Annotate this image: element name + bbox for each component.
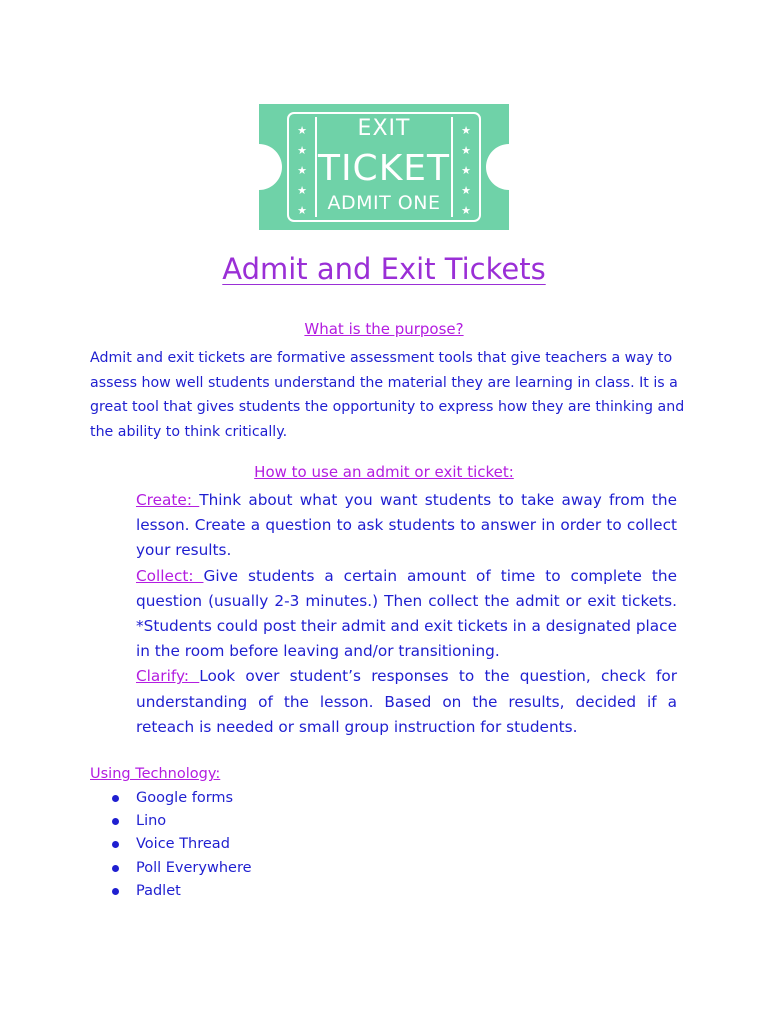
step-text: Give students a certain amount of time to complete the question (usually 2-3 minutes.) Then collect the admit or exit tickets. *Students could post their admit and exit tickets in a designated place in the room before leaving and/or transitioning. (136, 566, 677, 661)
ticket-line-ticket: TICKET (317, 148, 451, 189)
step-label: Clarify: (136, 667, 200, 686)
page-title: Admit and Exit Tickets (222, 252, 546, 286)
list-item-label: Lino (136, 813, 167, 830)
howto-steps (136, 488, 677, 740)
svg-text:★: ★ (461, 184, 471, 197)
list-item (112, 857, 252, 880)
svg-text:★: ★ (461, 164, 471, 177)
step-create (136, 488, 677, 564)
list-item (112, 787, 252, 810)
technology-list (112, 787, 252, 903)
ticket-line-exit: EXIT (357, 116, 411, 141)
step-text: Look over student’s responses to the question, check for understanding of the lesson. Based on the results, decided if a reteach is needed or small group instruction for students. (136, 667, 677, 736)
svg-text:★: ★ (297, 164, 307, 177)
svg-text:★: ★ (461, 124, 471, 137)
list-item-label: Poll Everywhere (136, 859, 252, 876)
list-item (112, 833, 252, 856)
step-text: Think about what you want students to take away from the lesson. Create a question to ask students to answer in order to collect your results. (136, 491, 677, 560)
step-label: Collect: (136, 566, 204, 585)
list-item-label: Voice Thread (136, 836, 230, 853)
list-item (112, 810, 252, 833)
svg-text:★: ★ (461, 144, 471, 157)
svg-text:★: ★ (297, 144, 307, 157)
bullet-icon (112, 865, 119, 872)
exit-ticket-logo (259, 104, 509, 230)
purpose-paragraph: Admit and exit tickets are formative assessment tools that give teachers a way to assess how well students understand the material they are learning in class. It is a great tool that gives students the opportunity to express how they are thinking and the ability to think critically. (90, 350, 685, 440)
bullet-icon (112, 795, 119, 802)
purpose-heading: What is the purpose? (304, 320, 464, 338)
svg-text:★: ★ (297, 204, 307, 217)
list-item (112, 880, 252, 903)
svg-text:★: ★ (461, 204, 471, 217)
howto-heading: How to use an admit or exit ticket: (254, 463, 514, 481)
step-label: Create: (136, 491, 200, 509)
ticket-line-admit-one: ADMIT ONE (327, 192, 441, 214)
technology-heading: Using Technology: (90, 766, 221, 782)
svg-text:★: ★ (297, 124, 307, 137)
bullet-icon (112, 818, 119, 825)
step-clarify (136, 664, 677, 740)
step-collect (136, 564, 677, 665)
bullet-icon (112, 841, 119, 848)
bullet-icon (112, 888, 119, 895)
svg-text:★: ★ (297, 184, 307, 197)
list-item-label: Google forms (136, 790, 234, 806)
list-item-label: Padlet (136, 882, 181, 899)
